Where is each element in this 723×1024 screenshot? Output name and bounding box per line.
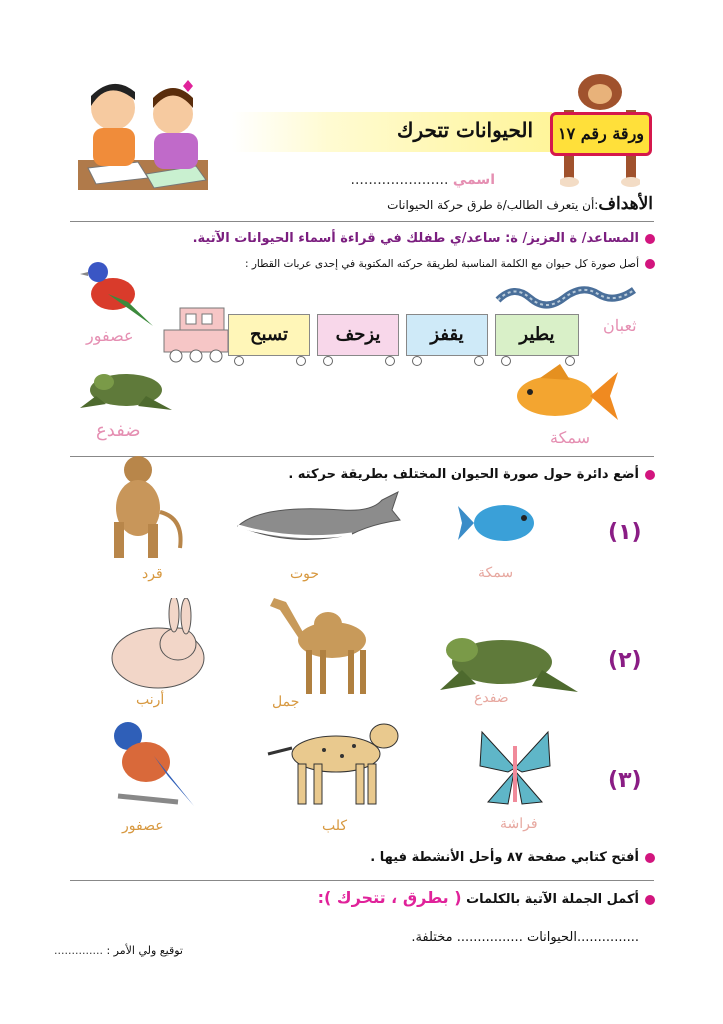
wheel (385, 356, 395, 366)
divider (70, 221, 654, 222)
label-camel: جمل (272, 694, 300, 710)
monkey-image (100, 452, 190, 562)
wheel (501, 356, 511, 366)
frog-image (432, 620, 582, 700)
label-frog: ضفدع (96, 420, 141, 441)
fish-image (510, 362, 620, 428)
page-title: الحيوانات تتحرك (397, 118, 533, 142)
worksheet-number-badge: ورقة رقم ١٧ (550, 112, 652, 156)
complete-words: ( بطرق ، تتحرك ): (317, 888, 462, 907)
complete-instruction: أكمل الجملة الآتية بالكلمات (466, 892, 639, 907)
book-instruction: أفتح كتابي صفحة ٨٧ وأحل الأنشطة فيها . (370, 850, 639, 865)
wheel (323, 356, 333, 366)
wheel (296, 356, 306, 366)
signature-line (54, 944, 183, 957)
wheel (234, 356, 244, 366)
signature-label: توقيع ولي الأمر : (106, 944, 183, 957)
label-butterfly: فراشة (500, 816, 538, 832)
circle-instruction-line (288, 467, 655, 482)
bullet-icon (645, 470, 655, 480)
wheel (565, 356, 575, 366)
book-instruction-line (370, 850, 655, 865)
name-line (351, 172, 495, 188)
wagon-label: تسبح (249, 324, 289, 345)
wagon-jump (406, 314, 488, 356)
fish-image (456, 496, 546, 550)
row-number: (١) (608, 520, 642, 545)
camel-image (262, 590, 382, 700)
sentence-part1[interactable]: ...............الحيوانات (526, 930, 639, 945)
label-rabbit: أرنب (136, 692, 165, 708)
goals-line (387, 194, 653, 214)
sentence-line (411, 930, 639, 945)
bullet-icon (645, 234, 655, 244)
wagon-swim (228, 314, 310, 356)
label-snake: ثعبان (603, 316, 637, 335)
wagon-label: يزحف (335, 324, 381, 345)
train (160, 300, 590, 370)
bluebird-image (108, 716, 198, 812)
label-monkey: قرد (142, 566, 163, 582)
row-number: (٣) (608, 768, 642, 793)
match-instruction: أصل صورة كل حيوان مع الكلمة المناسبة لطريقة حركته المكتوبة في إحدى عربات القطار : (244, 258, 639, 270)
bullet-icon (645, 895, 655, 905)
kids-writing-illustration (68, 78, 228, 193)
circle-instruction: أضع دائرة حول صورة الحيوان المختلف بطريقة حركته . (288, 467, 639, 482)
sentence-part2[interactable]: ................ مختلفة. (411, 930, 523, 945)
label-dog: كلب (322, 818, 348, 834)
wagon-crawl (317, 314, 399, 356)
label-frog: ضفدع (474, 690, 509, 706)
wagon-label: يقفز (430, 324, 464, 345)
row-number: (٢) (608, 648, 642, 673)
name-field[interactable]: ...................... (350, 172, 449, 188)
label-whale: حوت (290, 566, 320, 582)
locomotive-icon (162, 302, 230, 366)
parent-note: المساعد/ ة العزيز/ ة: ساعد/ي طفلك في قراءة أسماء الحيوانات الآتية. (192, 231, 639, 246)
parent-note-line (193, 231, 655, 246)
rabbit-image (104, 598, 212, 692)
wheel (474, 356, 484, 366)
signature-field[interactable]: .............. (54, 944, 103, 957)
goals-text: :أن يتعرف الطالب/ة طرق حركة الحيوانات (387, 198, 599, 212)
label-fish: سمكة (550, 428, 591, 447)
bird-image (78, 254, 158, 334)
goals-label: الأهداف (598, 194, 653, 214)
whale-image (232, 490, 402, 550)
wagon-fly (495, 314, 579, 356)
label-bird: عصفور (122, 818, 164, 834)
dog-image (264, 712, 404, 810)
label-bird: عصفور (86, 326, 134, 345)
wagon-label: يطير (519, 324, 555, 345)
bullet-icon (645, 853, 655, 863)
label-fish: سمكة (478, 565, 514, 581)
complete-instruction-line (318, 888, 655, 907)
divider (70, 880, 654, 881)
butterfly-image (478, 728, 552, 810)
match-instruction-line (245, 258, 655, 270)
name-label: اسمي (452, 172, 495, 188)
bullet-icon (645, 259, 655, 269)
wheel (412, 356, 422, 366)
